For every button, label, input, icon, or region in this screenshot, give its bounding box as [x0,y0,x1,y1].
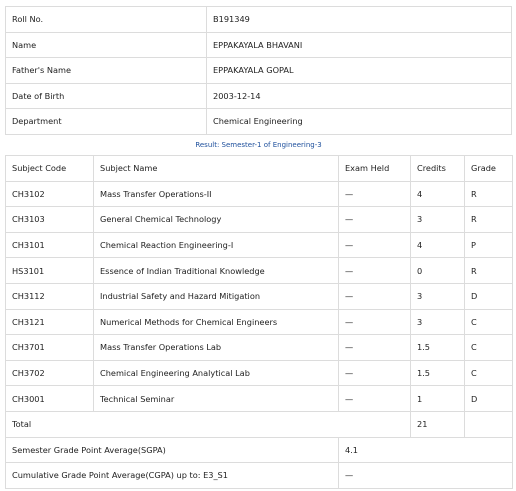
subject-code: CH3001 [6,386,94,412]
table-row [6,207,513,233]
student-info-row [6,83,512,109]
department-value: Chemical Engineering [207,109,512,135]
total-row [6,411,513,437]
credits: 3 [411,283,465,309]
credits: 0 [411,258,465,284]
fathers-name-value: EPPAKAYALA GOPAL [207,58,512,84]
table-row [6,360,513,386]
exam-held: — [339,309,411,335]
exam-held: — [339,181,411,207]
grades-table [5,155,513,489]
total-label: Total [6,411,411,437]
result-caption: Result: Semester-1 of Engineering-3 [195,141,322,149]
credits: 3 [411,207,465,233]
credits: 4 [411,232,465,258]
subject-code: CH3101 [6,232,94,258]
table-row [6,232,513,258]
student-info-row [6,109,512,135]
date-of-birth-value: 2003-12-14 [207,83,512,109]
table-row [6,335,513,361]
cgpa-label: Cumulative Grade Point Average(CGPA) up to: E3_S1 [6,463,339,489]
student-info-row [6,58,512,84]
header-grade: Grade [465,156,513,182]
subject-code: CH3103 [6,207,94,233]
total-grade-empty [465,411,513,437]
exam-held: — [339,335,411,361]
subject-code: CH3701 [6,335,94,361]
exam-held: — [339,232,411,258]
credits: 1.5 [411,335,465,361]
subject-code: HS3101 [6,258,94,284]
exam-held: — [339,258,411,284]
sgpa-row [6,437,513,463]
subject-name: Mass Transfer Operations-II [94,181,339,207]
table-row [6,181,513,207]
grades-header-row [6,156,513,182]
subject-name: Chemical Engineering Analytical Lab [94,360,339,386]
grade: P [465,232,513,258]
student-info-row [6,7,512,33]
table-row [6,309,513,335]
subject-name: Mass Transfer Operations Lab [94,335,339,361]
grade: R [465,258,513,284]
credits: 1.5 [411,360,465,386]
roll-no-label: Roll No. [6,7,207,33]
subject-name: Essence of Indian Traditional Knowledge [94,258,339,284]
student-info-table [5,6,512,135]
exam-held: — [339,386,411,412]
header-subject-name: Subject Name [94,156,339,182]
subject-name: Numerical Methods for Chemical Engineers [94,309,339,335]
student-info-row [6,32,512,58]
cgpa-row [6,463,513,489]
credits: 1 [411,386,465,412]
grade: D [465,386,513,412]
subject-name: Chemical Reaction Engineering-I [94,232,339,258]
header-subject-code: Subject Code [6,156,94,182]
subject-code: CH3702 [6,360,94,386]
table-row [6,386,513,412]
name-value: EPPAKAYALA BHAVANI [207,32,512,58]
subject-code: CH3121 [6,309,94,335]
header-credits: Credits [411,156,465,182]
date-of-birth-label: Date of Birth [6,83,207,109]
total-credits: 21 [411,411,465,437]
subject-name: Industrial Safety and Hazard Mitigation [94,283,339,309]
credits: 3 [411,309,465,335]
grade: R [465,181,513,207]
grade: C [465,309,513,335]
table-row [6,283,513,309]
grade: R [465,207,513,233]
subject-name: General Chemical Technology [94,207,339,233]
name-label: Name [6,32,207,58]
sgpa-label: Semester Grade Point Average(SGPA) [6,437,339,463]
fathers-name-label: Father's Name [6,58,207,84]
grade: C [465,335,513,361]
exam-held: — [339,207,411,233]
header-exam-held: Exam Held [339,156,411,182]
cgpa-value: — [339,463,513,489]
credits: 4 [411,181,465,207]
grade: C [465,360,513,386]
subject-name: Technical Seminar [94,386,339,412]
subject-code: CH3112 [6,283,94,309]
subject-code: CH3102 [6,181,94,207]
exam-held: — [339,283,411,309]
roll-no-value: B191349 [207,7,512,33]
grade: D [465,283,513,309]
table-row [6,258,513,284]
exam-held: — [339,360,411,386]
sgpa-value: 4.1 [339,437,513,463]
department-label: Department [6,109,207,135]
